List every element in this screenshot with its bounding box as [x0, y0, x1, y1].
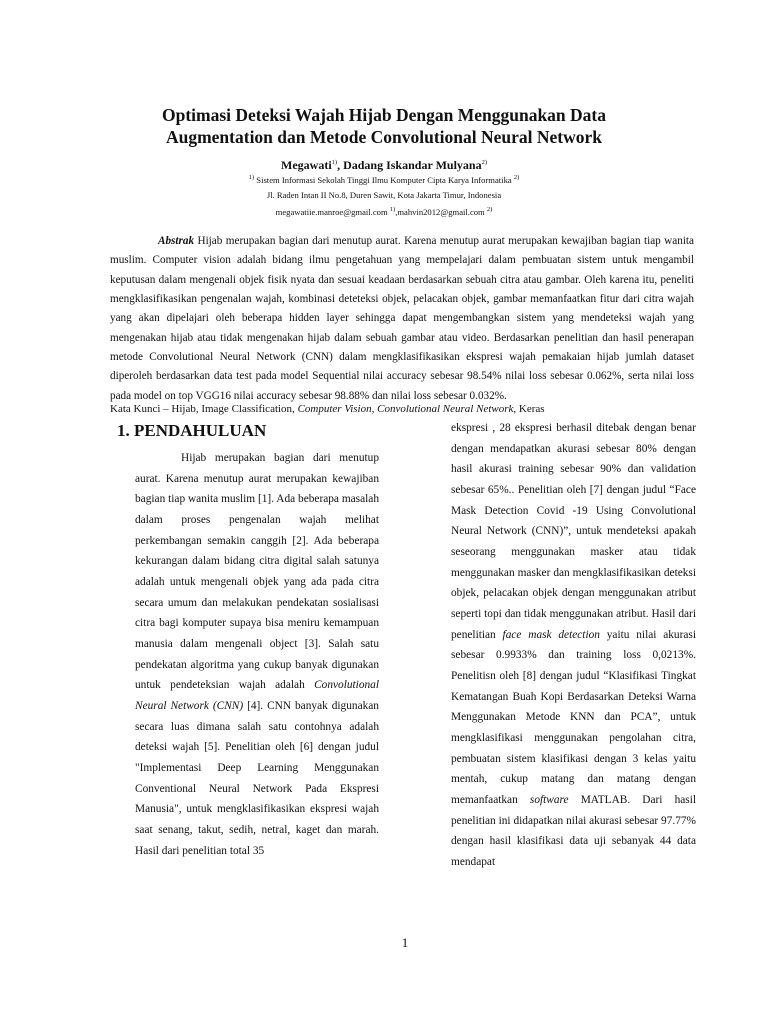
- page-number: 1: [401, 935, 409, 950]
- right-column-part-1: ekspresi , 28 ekspresi berhasil ditebak dengan benar dengan mendapatkan akurasi sebesar 80% dengan hasil akurasi training sebesar 90% dan validation sebesar 65%.. Penelitian oleh [7] dengan judul “Face Mask Detection Covid -19 Using Convolutional Neural Network (CNN)”, untuk mendeteksi apakah seseorang menggunakan masker atau tidak menggunakan masker dan mengklasifikasikan deteksi objek, pelacakan objek dengan menggunakan atribut seperti topi dan tidak menggunakan atribut. Hasil dari penelitian: [451, 422, 696, 641]
- abstract-label: Abstrak: [158, 235, 195, 247]
- author-name-1: Megawati: [281, 158, 332, 172]
- affiliation-address: Jl. Raden Intan II No.8, Duren Sawit, Kota Jakarta Timur, Indonesia: [266, 190, 502, 200]
- author-list: [108, 155, 660, 173]
- paper-title-line-2: Augmentation dan Metode Convolutional Neural Network: [165, 127, 603, 147]
- keywords-line: [110, 401, 694, 417]
- right-column-text: [451, 418, 696, 873]
- keywords-italic: Computer Vision, Convolutional Neural Network: [297, 403, 514, 415]
- left-column-part-1: Hijab merupakan bagian dari menutup aurat. Karena menutup aurat merupakan kewajiban bagian tiap wanita muslim [1]. Ada beberapa masalah dalam proses pengenalan wajah melihat perkembangan semakin canggih [2]. Ada beberapa kekurangan dalam bidang citra digital salah satunya adalah untuk mengenali objek yang ada pada citra secara umum dan melakukan pendekatan sosialisasi citra bagi komputer supaya bisa meniru kemampuan manusia dalam mengenali object [3]. Salah satu pendekatan algoritma yang cukup banyak digunakan untuk pendeteksian wajah adalah: [135, 452, 379, 692]
- right-column-italic-term-2: software: [529, 794, 569, 807]
- right-column-italic-term-1: face mask detection: [502, 628, 600, 641]
- left-column-italic-term: Convolutional Neural Network (CNN): [135, 679, 379, 713]
- affiliation-mark-2: 2): [513, 174, 520, 181]
- paper-title: [108, 104, 660, 148]
- author-1-affiliation-mark: 1): [331, 159, 338, 166]
- author-2-affiliation-mark: 2): [481, 159, 487, 166]
- email-mark-1: 1): [389, 206, 396, 213]
- affiliation-emails: [108, 204, 660, 218]
- affiliation-mark-1: 1): [248, 174, 255, 181]
- paper-title-line-1: Optimasi Deteksi Wajah Hijab Dengan Menggunakan Data: [161, 105, 607, 125]
- affiliation-institution-text: Sistem Informasi Sekolah Tinggi Ilmu Komputer Cipta Karya Informatika: [254, 174, 514, 185]
- email-author-2: ,mahvin2012@gmail.com: [395, 206, 487, 217]
- right-column-part-3: MATLAB. Dari hasil penelitian ini didapatkan nilai akurasi sebesar 97.77% dengan hasil klasifikasi data uji sebanyak 44 data mendapat: [451, 794, 697, 869]
- section-heading: 1. PENDAHULUAN: [117, 421, 267, 440]
- author-separator: ,: [337, 158, 344, 172]
- keywords-prefix: Kata Kunci – Hijab, Image Classification,: [110, 403, 298, 415]
- email-mark-2: 2): [486, 206, 493, 213]
- left-column-part-2: [4]. CNN banyak digunakan secara luas dimana salah satu contohnya adalah deteksi wajah [5]. Penelitian oleh [6] dengan judul "Implementasi Deep Learning Menggunakan Conventional Neural Network Pada Ekspresi Manusia", untuk mengklasifikasikan ekspresi wajah saat senang, takut, sedih, netral, kaget dan marah. Hasil dari penelitian total 35: [135, 700, 379, 857]
- keywords-suffix: , Keras: [513, 403, 545, 415]
- author-name-2: Dadang Iskandar Mulyana: [343, 158, 482, 172]
- left-column-text: [135, 448, 379, 861]
- abstract-paragraph: [110, 232, 694, 406]
- affiliation-institution: [108, 172, 660, 186]
- abstract-text: Hijab merupakan bagian dari menutup aurat. Karena menutup aurat merupakan kewajiban bagian tiap wanita muslim. Computer vision adalah bidang ilmu pengetahuan yang mempelajari dalam pembuatan sistem untuk mengambil keputusan dalam mengenali objek fisik nyata dan sesuai keadaan berdasarkan sebuah citra atau gambar. Oleh karena itu, peneliti mengklasifikasikan pengenalan wajah, kombinasi deteteksi objek, pelacakan objek, gambar memanfaatkan fitur dari citra wajah yang akan dipelajari oleh beberapa hidden layer sehingga dapat mengembangkan sistem yang mendeteksi wajah yang mengenakan hijab atau tidak mengenakan hijab dalam sebuah gambar atau video. Berdasarkan penelitian dan hasil penerapan metode Convolutional Neural Network (CNN) dalam mengklasifikasikan ekspresi wajah pemakaian hijab jumlah dataset diperoleh berdasarkan data test pada model Sequential nilai accuracy sebesar 98.54% nilai loss sebesar 0.062%, serta nilai loss pada model on top VGG16 nilai accuracy sebesar 98.88% dan nilai loss sebesar 0.032%.: [110, 235, 694, 402]
- email-author-1: megawatiie.manroe@gmail.com: [275, 206, 390, 217]
- right-column-part-2: yaitu nilai akurasi sebesar 0.9933% dan training loss 0,0213%. Penelitisn oleh [8] dengan judul “Klasifikasi Tingkat Kematangan Buah Kopi Berdasarkan Deteksi Warna Menggunakan Metode KNN dan PCA”, untuk mengklasifikasi menggunakan pengolahan citra, pembuatan sistem klasifikasi dengan 3 kelas yaitu mentah, cukup matang dan matang dengan memanfaatkan: [451, 628, 696, 807]
